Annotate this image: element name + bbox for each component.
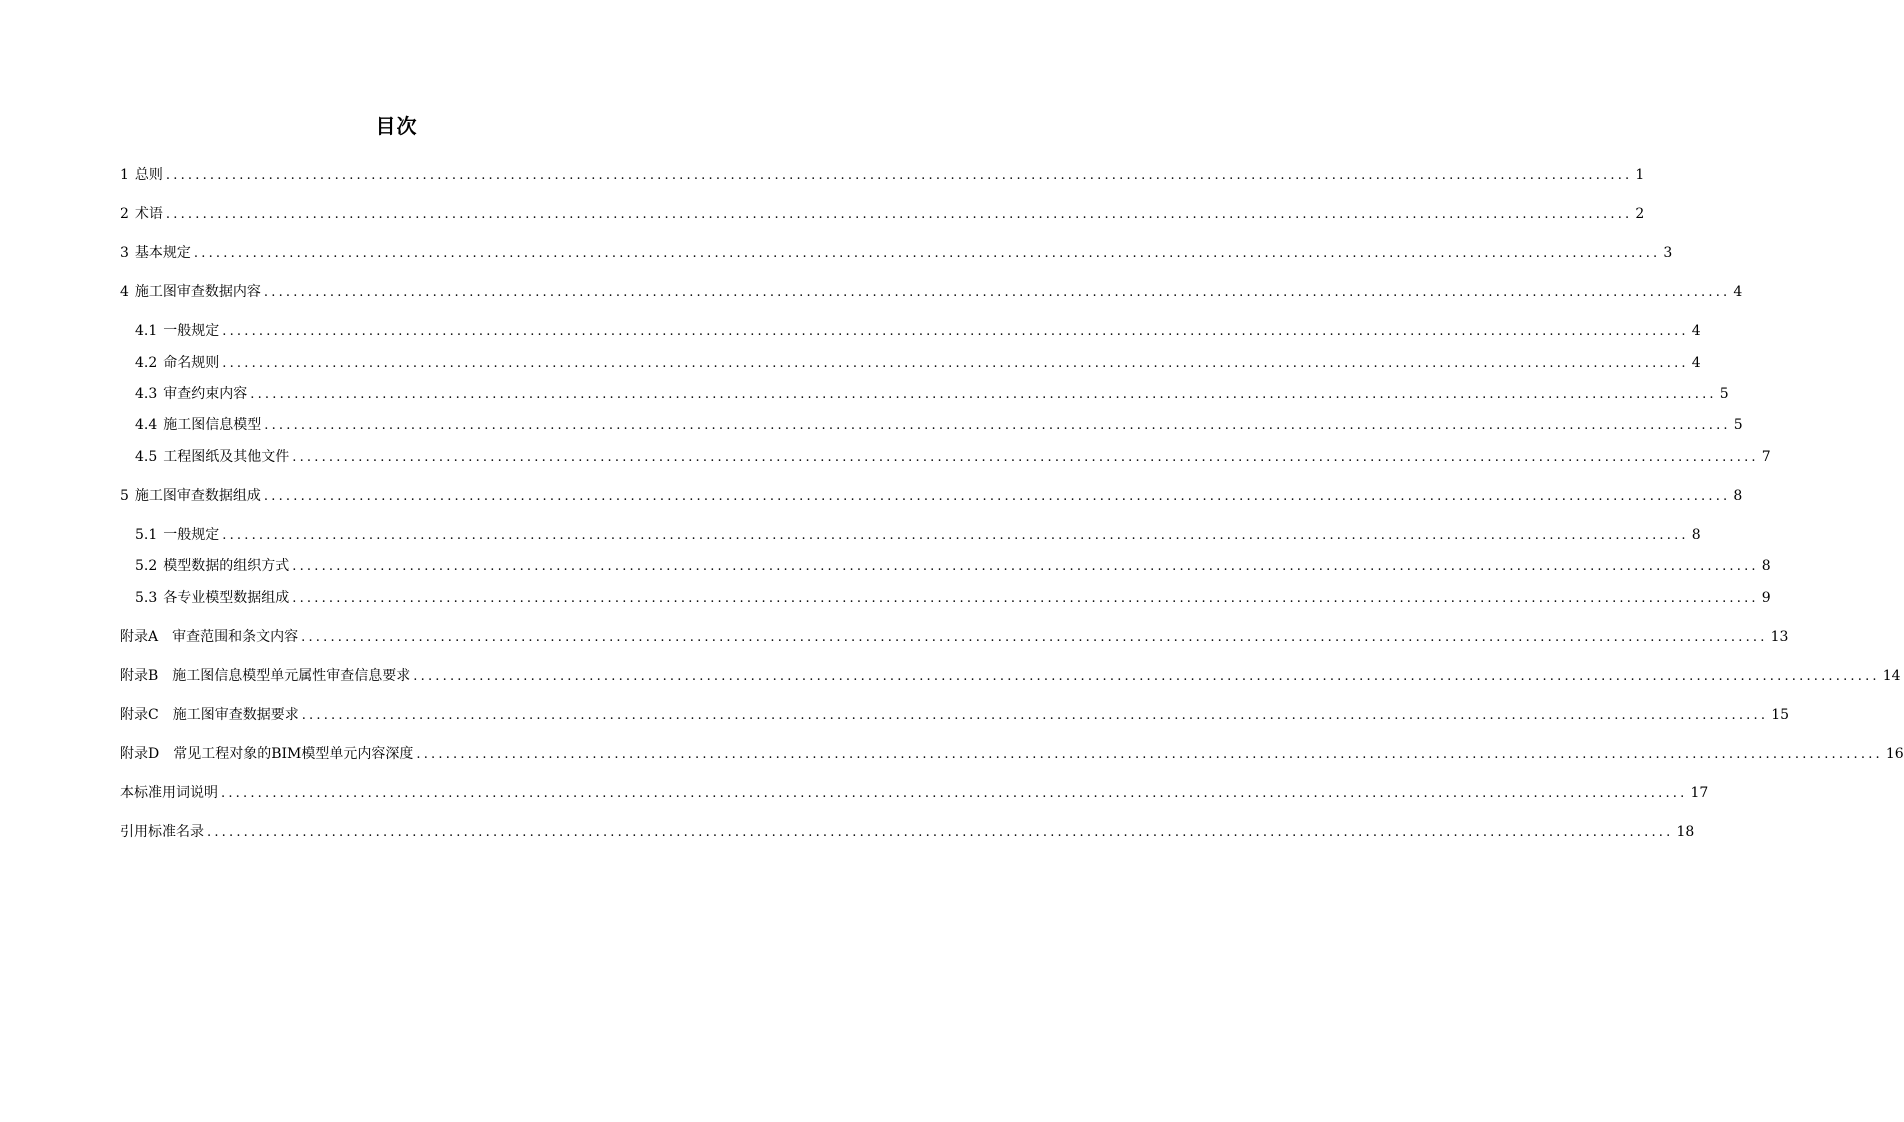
toc-entry-page-number: 5 — [1733, 417, 1743, 433]
toc-entry-number: 3 — [120, 245, 129, 261]
toc-entry-label: 模型数据的组织方式 — [163, 558, 290, 574]
toc-entry-page-number: 8 — [1733, 488, 1743, 504]
toc-leader-dots: ........................................................................................................................................................................................................ — [222, 324, 1689, 339]
toc-entry-label: 本标准用词说明 — [120, 785, 218, 801]
toc-entry-number: 附录A — [120, 629, 159, 645]
toc-entry[interactable] — [120, 666, 1901, 686]
toc-entry-label: 常见工程对象的BIM模型单元内容深度 — [173, 746, 414, 762]
toc-entry-label: 工程图纸及其他文件 — [163, 449, 290, 465]
toc-entry[interactable] — [120, 165, 1645, 185]
toc-entry-label: 命名规则 — [163, 355, 220, 371]
toc-entry[interactable] — [135, 447, 1771, 467]
toc-entry-label: 术语 — [134, 206, 163, 222]
toc-entry[interactable] — [120, 204, 1645, 224]
page-title: 目次 — [375, 114, 418, 138]
toc-entry-label: 施工图审查数据组成 — [134, 488, 261, 504]
toc-entry-number: 附录D — [120, 746, 160, 762]
toc-entry-page-number: 18 — [1676, 824, 1695, 840]
toc-leader-dots: ........................................................................................................................................................................................................ — [263, 285, 1731, 300]
toc-entry-number: 附录B — [120, 668, 159, 684]
toc-leader-dots: ........................................................................................................................................................................................................ — [264, 418, 1731, 433]
toc-entry-number: 4.4 — [135, 417, 158, 433]
toc-entry-label: 一般规定 — [163, 527, 220, 543]
toc-entry-label: 各专业模型数据组成 — [163, 590, 290, 606]
toc-entry-label: 施工图审查数据内容 — [134, 284, 261, 300]
toc-leader-dots: ........................................................................................................................................................................................................ — [292, 559, 1759, 574]
toc-leader-dots: ........................................................................................................................................................................................................ — [221, 786, 1688, 801]
toc-leader-dots: ........................................................................................................................................................................................................ — [250, 387, 1717, 402]
toc-entry-label: 一般规定 — [163, 323, 220, 339]
toc-entry[interactable] — [120, 783, 1709, 803]
toc-entry-label: 基本规定 — [134, 245, 191, 261]
toc-leader-dots: ........................................................................................................................................................................................................ — [413, 669, 1880, 684]
toc-entry-page-number: 16 — [1885, 746, 1904, 762]
toc-entry-number: 4 — [120, 284, 129, 300]
toc-leader-dots: ........................................................................................................................................................................................................ — [263, 489, 1731, 504]
toc-entry-page-number: 7 — [1761, 449, 1771, 465]
toc-entry[interactable] — [120, 243, 1673, 263]
toc-entry-number: 5.2 — [135, 558, 158, 574]
toc-leader-dots: ........................................................................................................................................................................................................ — [207, 825, 1674, 840]
toc-entry[interactable] — [120, 486, 1743, 506]
toc-entry-page-number: 5 — [1719, 386, 1729, 402]
toc-entry[interactable] — [135, 556, 1771, 576]
toc-entry-number: 4.1 — [135, 323, 158, 339]
toc-entry-page-number: 15 — [1771, 707, 1790, 723]
toc-entry-page-number: 4 — [1691, 355, 1701, 371]
toc-entry[interactable] — [135, 353, 1701, 373]
toc-entry-page-number: 14 — [1882, 668, 1901, 684]
toc-entry-number: 5 — [120, 488, 129, 504]
toc-entry-page-number: 9 — [1761, 590, 1771, 606]
toc-entry-number: 4.2 — [135, 355, 158, 371]
toc-leader-dots: ........................................................................................................................................................................................................ — [193, 246, 1661, 261]
toc-entry-number: 附录C — [120, 707, 159, 723]
toc-entry[interactable] — [120, 627, 1789, 647]
toc-entry-label: 引用标准名录 — [120, 824, 204, 840]
toc-entry-label: 审查约束内容 — [163, 386, 248, 402]
toc-entry-page-number: 3 — [1663, 245, 1673, 261]
toc-entry-label: 施工图信息模型 — [163, 417, 262, 433]
toc-entry[interactable] — [120, 822, 1695, 842]
toc-entry[interactable] — [120, 705, 1790, 725]
toc-leader-dots: ........................................................................................................................................................................................................ — [416, 747, 1883, 762]
toc-entry-label: 审查范围和条文内容 — [172, 629, 299, 645]
toc-entry[interactable] — [135, 384, 1729, 404]
toc-leader-dots: ........................................................................................................................................................................................................ — [165, 168, 1633, 183]
toc-entry-page-number: 1 — [1635, 167, 1645, 183]
toc-entry-page-number: 2 — [1635, 206, 1645, 222]
toc-entry[interactable] — [135, 525, 1701, 545]
toc-entry-number: 4.3 — [135, 386, 158, 402]
toc-entry-page-number: 17 — [1690, 785, 1709, 801]
toc-leader-dots: ........................................................................................................................................................................................................ — [301, 708, 1769, 723]
toc-leader-dots: ........................................................................................................................................................................................................ — [222, 356, 1689, 371]
toc-entry-page-number: 4 — [1691, 323, 1701, 339]
toc-leader-dots: ........................................................................................................................................................................................................ — [301, 630, 1768, 645]
toc-entry-page-number: 8 — [1761, 558, 1771, 574]
toc-leader-dots: ........................................................................................................................................................................................................ — [165, 207, 1633, 222]
toc-entry-label: 施工图信息模型单元属性审查信息要求 — [172, 668, 411, 684]
toc-entry-page-number: 8 — [1691, 527, 1701, 543]
toc-entry-number: 5.3 — [135, 590, 158, 606]
toc-leader-dots: ........................................................................................................................................................................................................ — [292, 591, 1759, 606]
toc-entry-page-number: 4 — [1733, 284, 1743, 300]
toc-entry[interactable] — [135, 588, 1771, 608]
toc-entry[interactable] — [120, 282, 1743, 302]
toc-leader-dots: ........................................................................................................................................................................................................ — [222, 528, 1689, 543]
toc-entry[interactable] — [135, 415, 1743, 435]
toc-leader-dots: ........................................................................................................................................................................................................ — [292, 450, 1759, 465]
toc-entry-page-number: 13 — [1770, 629, 1789, 645]
toc-entry-number: 2 — [120, 206, 129, 222]
toc-entry-number: 4.5 — [135, 449, 158, 465]
toc-entry[interactable] — [120, 744, 1904, 764]
toc-entry-label: 总则 — [134, 167, 163, 183]
toc-entry[interactable] — [135, 321, 1701, 341]
toc-entry-number: 1 — [120, 167, 129, 183]
toc-entry-number: 5.1 — [135, 527, 158, 543]
toc-entry-label: 施工图审查数据要求 — [172, 707, 299, 723]
